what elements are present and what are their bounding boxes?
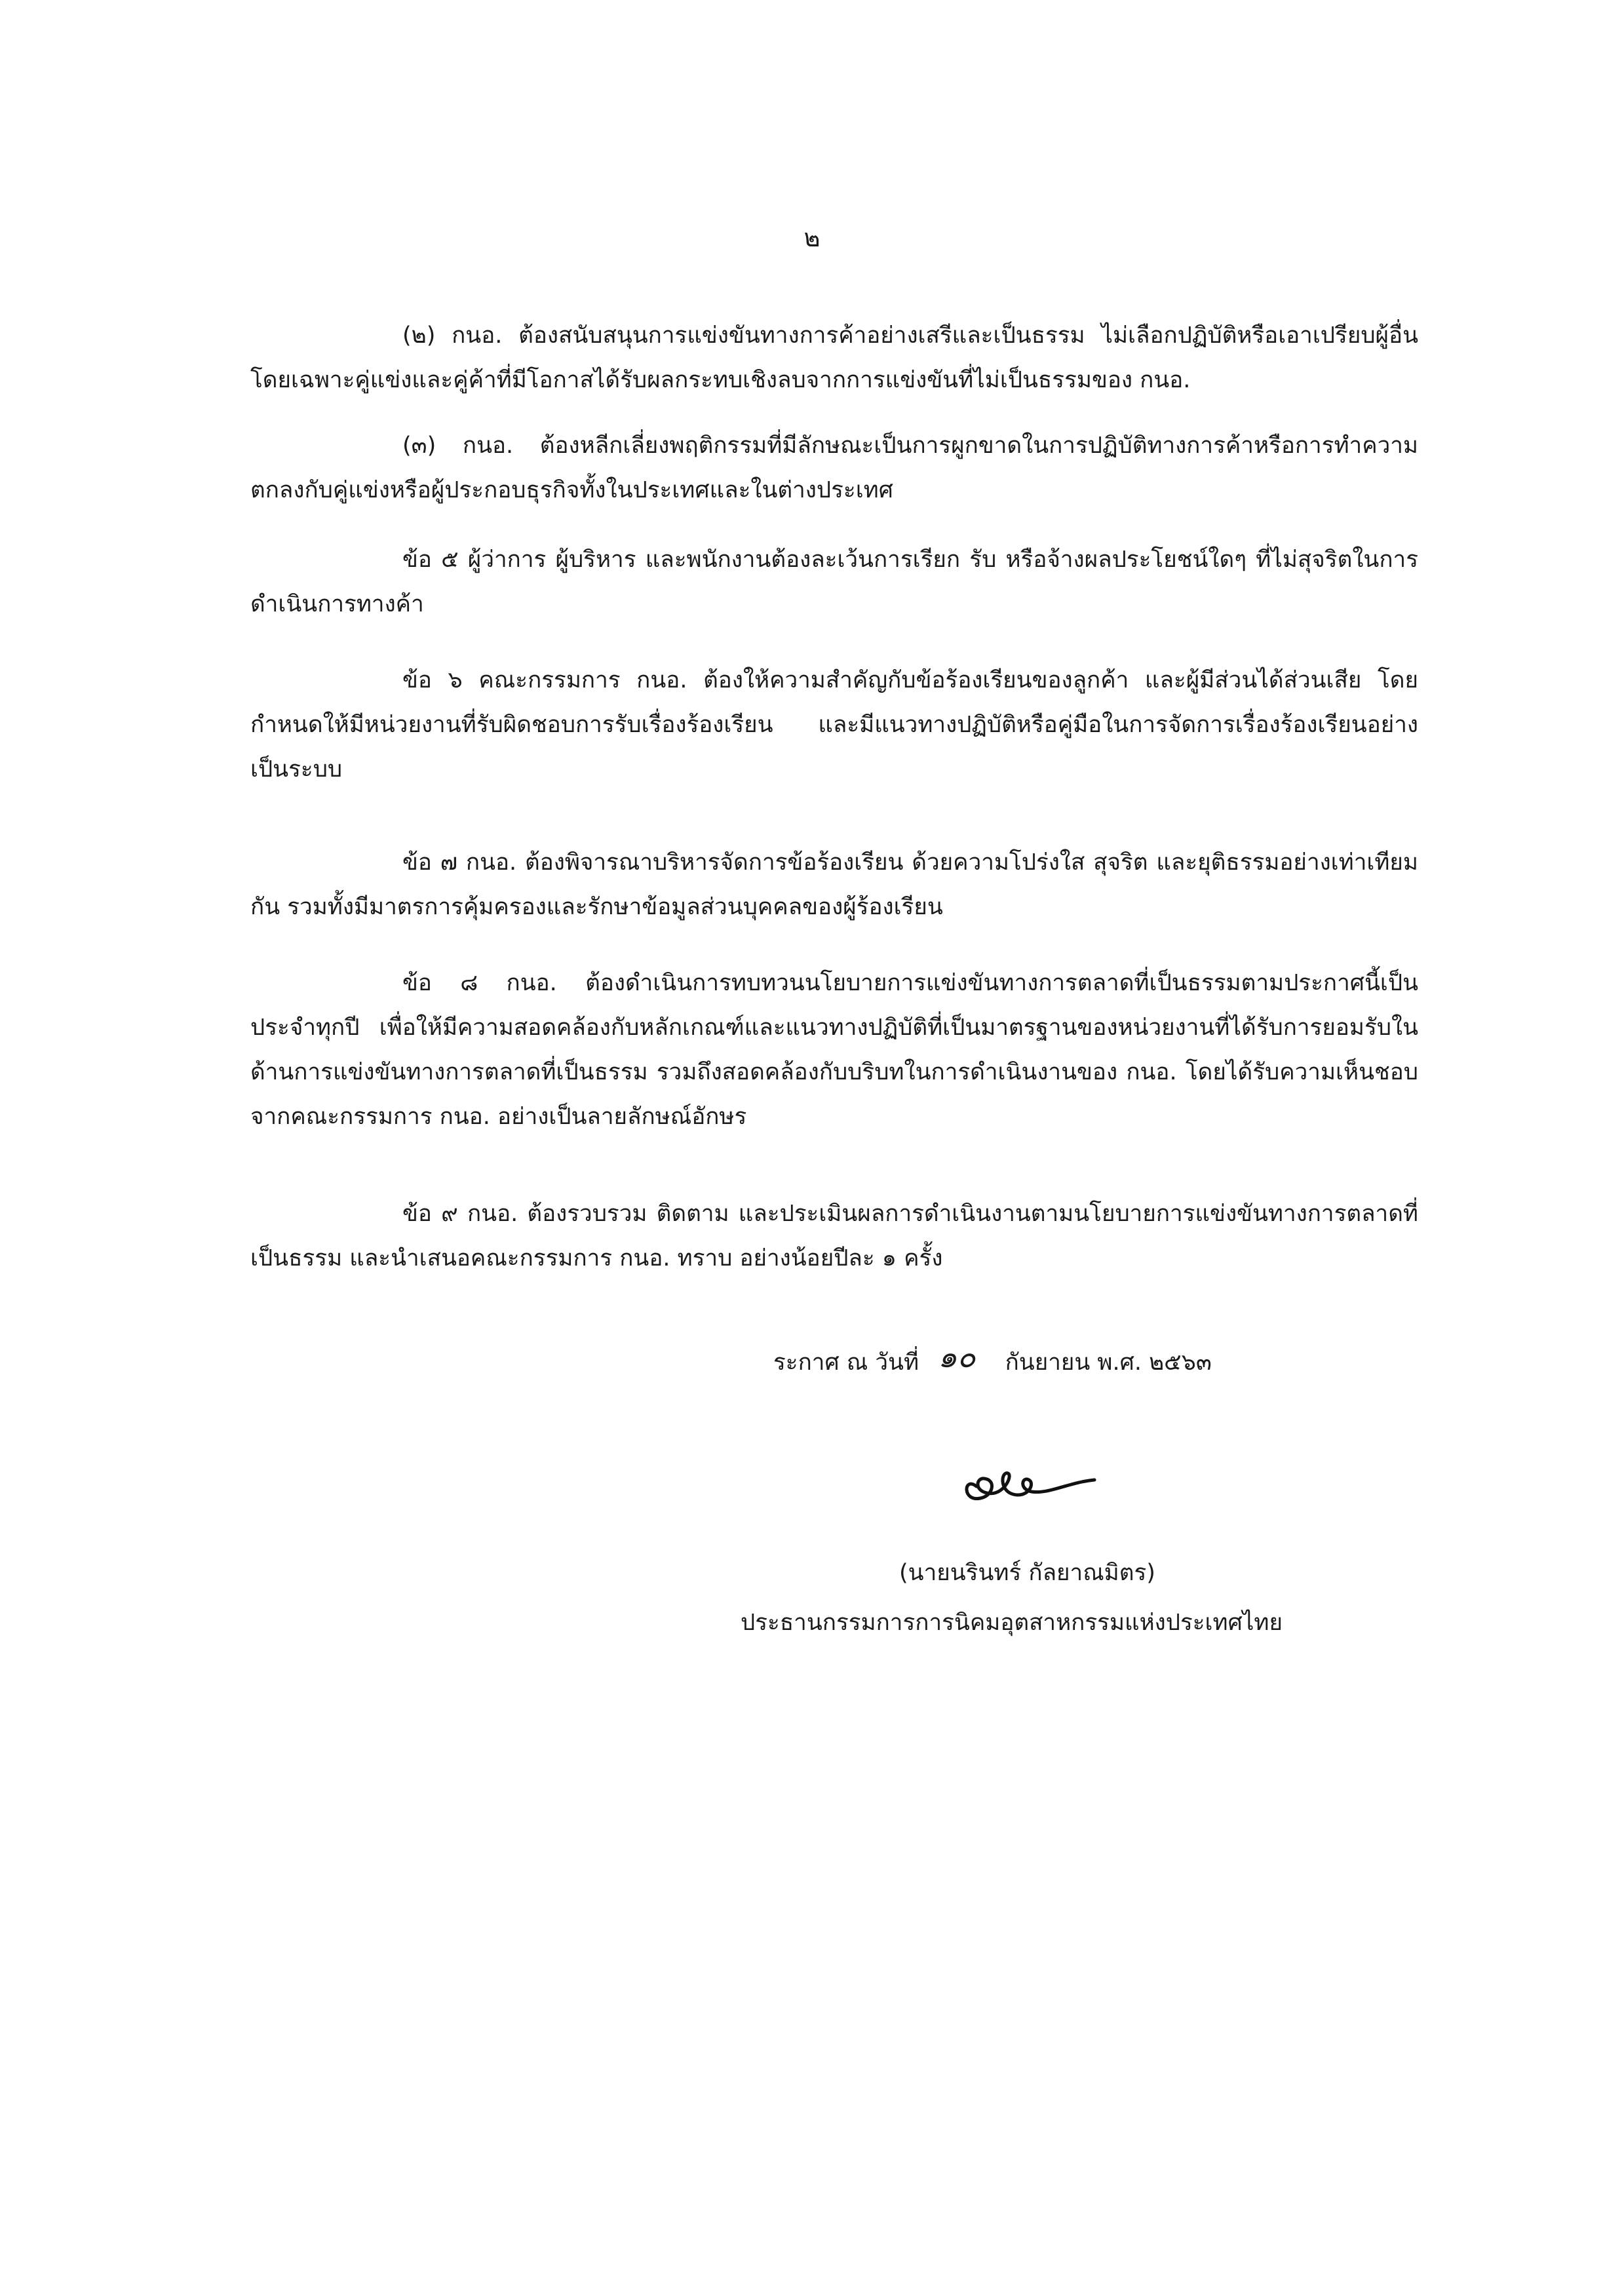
- signer-title: ประธานกรรมการการนิคมอุตสาหกรรมแห่งประเทศไทย: [741, 1610, 1283, 1636]
- article-paragraph: ข้อ ๗ กนอ. ต้องพิจารณาบริหารจัดการข้อร้องเรียน ด้วยความโปร่งใส สุจริต และยุติธรรมอย่างเท่าเทียมกัน รวมทั้งมีมาตรการคุ้มครองและรักษาข้อมูลส่วนบุคคลของผู้ร้องเรียน: [250, 849, 1418, 920]
- page-number: ๒: [803, 223, 821, 252]
- announcement-day: ๑๐: [938, 1339, 976, 1374]
- article-paragraph: ข้อ ๕ ผู้ว่าการ ผู้บริหาร และพนักงานต้องละเว้นการเรียก รับ หรือจ้างผลประโยชน์ใดๆ ที่ไม่สุจริตในการดำเนินการทางค้า: [250, 547, 1418, 617]
- signer-name: (นายนรินทร์ กัลยาณมิตร): [899, 1560, 1155, 1586]
- clause-paragraph: (๓) กนอ. ต้องหลีกเลี่ยงพฤติกรรมที่มีลักษณะเป็นการผูกขาดในการปฏิบัติทางการค้าหรือการทำความตกลงกับคู่แข่งหรือผู้ประกอบธุรกิจทั้งในประเทศและในต่างประเทศ: [250, 433, 1418, 503]
- article-9-block: [250, 1191, 1418, 1281]
- article-8-block: [250, 961, 1418, 1139]
- handwritten-signature: [950, 1456, 1108, 1515]
- article-7-block: [250, 840, 1418, 929]
- article-paragraph: ข้อ ๙ กนอ. ต้องรวบรวม ติดตาม และประเมินผลการดำเนินงานตามนโยบายการแข่งขันทางการตลาดที่เป็นธรรม และนำเสนอคณะกรรมการ กนอ. ทราบ อย่างน้อยปีละ ๑ ครั้ง: [250, 1201, 1418, 1271]
- announcement-prefix: ระกาศ ณ วันที่: [773, 1349, 919, 1376]
- article-paragraph: ข้อ ๘ กนอ. ต้องดำเนินการทบทวนนโยบายการแข่งขันทางการตลาดที่เป็นธรรมตามประกาศนี้เป็นประจำทุกปี เพื่อให้มีความสอดคล้องกับหลักเกณฑ์และแนวทางปฏิบัติที่เป็นมาตรฐานของหน่วยงานที่ได้รับการยอมรับในด้านการแข่งขันทางการตลาดที่เป็นธรรม รวมถึงสอดคล้องกับบริบทในการดำเนินงานของ กนอ. โดยได้รับความเห็นชอบจากคณะกรรมการ กนอ. อย่างเป็นลายลักษณ์อักษร: [250, 970, 1418, 1130]
- announcement-suffix: กันยายน พ.ศ. ๒๕๖๓: [1005, 1349, 1212, 1376]
- clause-3-block: [250, 423, 1418, 513]
- clause-2-block: [250, 313, 1418, 402]
- article-5-block: [250, 537, 1418, 627]
- article-paragraph: ข้อ ๖ คณะกรรมการ กนอ. ต้องให้ความสำคัญกับข้อร้องเรียนของลูกค้า และผู้มีส่วนได้ส่วนเสีย โดยกำหนดให้มีหน่วยงานที่รับผิดชอบการรับเรื่องร้องเรียน และมีแนวทางปฏิบัติหรือคู่มือในการจัดการเรื่องร้องเรียนอย่างเป็นระบบ: [250, 667, 1418, 783]
- announcement-date: [773, 1336, 1212, 1384]
- clause-paragraph: (๒) กนอ. ต้องสนับสนุนการแข่งขันทางการค้าอย่างเสรีและเป็นธรรม ไม่เลือกปฏิบัติหรือเอาเปรียบผู้อื่น โดยเฉพาะคู่แข่งและคู่ค้าที่มีโอกาสได้รับผลกระทบเชิงลบจากการแข่งขันที่ไม่เป็นธรรมของ กนอ.: [250, 322, 1418, 393]
- article-6-block: [250, 658, 1418, 792]
